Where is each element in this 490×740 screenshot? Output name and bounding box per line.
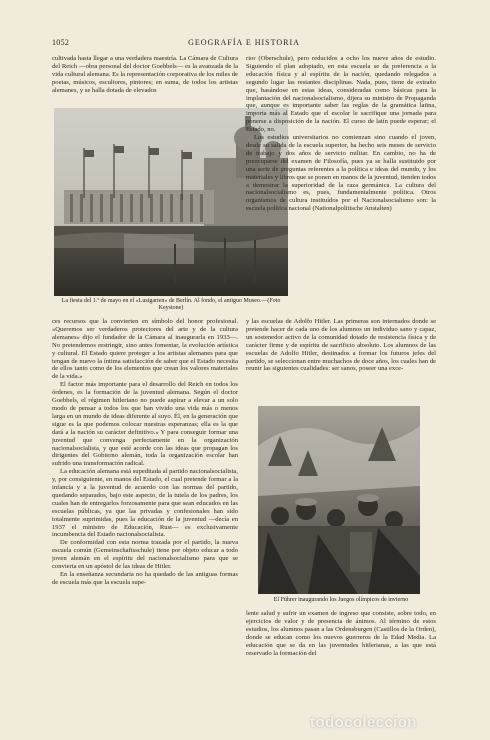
paragraph: De conformidad con esta norma trazada por el partido, la nueva escuela común (Gemeinschaftsschule) tiene por objeto educar a todo joven alemán en el espíritu del nacionalsocialismo para que se convierta en un apóstol de las ideas de Hitler. [52, 539, 238, 571]
right-top-text [246, 55, 436, 313]
paragraph: ces recursos que la convierten en símbolo del honor profesional. «Queremos ser verdaderos protectores del arte y de la cultura alemanes» dijo el fundador de la Cámara al inaugurarla en 1933—. No pretendemos restringir, sino antes fomentar, la evolución artística y cultural. El Estado quiere proteger a los artistas alemanes para que tengan de nuevo la íntima satisfacción de saber que el Estado necesita de ellos tanto como de los elementos que crean los valores materiales de la vida.» [52, 318, 238, 381]
running-title: GEOGRAFÍA E HISTORIA [188, 38, 300, 47]
paragraph: En la enseñanza secundaria no ha quedado de las antiguas formas de escuela más que la escuela supe- [52, 571, 238, 586]
page-header [52, 38, 436, 50]
paragraph: y las escuelas de Adolfo Hitler. Las primeras son internados donde se pretende hacer de cada uno de los alumnos un individuo sano y capaz, un sostenedor activo de la comunidad dotado de resistencia física y de carácter firme y de espíritu de sacrificio absoluto. Los alumnos de las escuelas de Adolfo Hitler, destinados a formar los futuros jefes del partido, se seleccionan entre muchachos de doce años, los cuales han de reunir las siguientes cualidades: ser sanos, poseer una exce- [246, 318, 436, 373]
paragraph: rior (Oberschule), pero reducidos a ocho los nueve años de estudio. Siguiendo el plan adoptado, en esta escuela se da preferencia a la educación física y al espíritu de la nación, quedando relegados a segundo lugar las restantes disciplinas. Nada, pues, tiene de extraño que, basándose en estas ideas, consideradas como básicas para la implantación del nacionalsocialismo, dijera su ministro de Propaganda que, aunque es importante saber las reglas de la gramática latina, importa más al Estado que el escolar le sacrifique una jornada para ponerse a disposición de la nación. El curso de latín puede esperar; el Estado, no. [246, 55, 436, 134]
right-middle-text [246, 318, 436, 398]
photo-winter-olympics-caption: El Führer inaugurando los Juegos olímpicos de invierno [273, 597, 409, 603]
photo-winter-olympics [258, 406, 420, 594]
watermark: todocoleccion [310, 714, 417, 731]
right-bottom-text [246, 610, 436, 724]
photo-lustgarten-caption: La fiesta del 1.º de mayo en el «Lustgarten» de Berlín. Al fondo, el antiguo Museo.—(Foto Keystone) [61, 298, 281, 312]
page-number: 1052 [52, 38, 70, 47]
paragraph: La educación alemana está supeditada al partido nacionalsocialista, y, por consiguiente, en manos del Estado, el cual pretende formar a la infancia y a la juventud de acuerdo con las normas del partido, quedando separados, bajo este aspecto, de la tutela de los padres, los cuales han de entregarlos forzosamente para que sean educados en las escuelas públicas, ya que las privadas y confesionales han sido totalmente suprimidas, pues la educación de la juventud —decía en 1937 el ministro de Educación, Rust— es exclusivamente incumbencia del Estado nacionalsocialista. [52, 468, 238, 539]
paragraph: El factor más importante para el desarrollo del Reich en todos los órdenes, es la formación de la juventud alemana. Según el doctor Goebbels, el régimen hitleriano no puede aspirar a elevar a un solo modo de pensar a todos los que han vivido una vida más o menos larga en un mundo de ideas diferente al suyo. Él, en la generación que sigue es la que podemos colocar nuestras esperanzas; ella es la que dará a la nación su carácter definitivo.» Y para conseguir formar una juventud que convenga perfectamente en la organización nacionalsocialista, y que esté acorde con las ideas que propagan los dirigentes del Gobierno alemán, toda la organización escolar han sufrido una transformación radical. [52, 381, 238, 468]
paragraph: Los estudios universitarios no comienzan sino cuando el joven, desde su salida de la escuela superior, ha hecho seis meses de servicio de trabajo y dos años de servicio militar. En cambio, no ha de preocuparse del examen de Filosofía, pues ya se halla sustituido por una serie de preguntas referentes a la política e ideas del mundo, y los materiales y libros que se ponen en manos de la juventud, tienden todos a demostrar la superioridad de la raza germánica. La cultura del nacionalsocialismo es, pues, fundamentalmente política. Otros organismos de cultura instituídos por el Nacionalsocialismo son: la escuela política nacional (Nationalpolitische Anstalten) [246, 134, 436, 213]
paragraph: lente salud y sufrir un examen de ingreso que consiste, sobre todo, en ejercicios de valor y de presencia de ánimos. Al término de estos estudios, los alumnos pasan a las Ordensburgen (Castillos de la Orden), donde se educan como los nuevos guerreros de la Edad Media. La educación que se da en las juventudes hitlerianas, a las que está reservado la formación del [246, 610, 436, 657]
left-top-text [52, 55, 238, 103]
left-bottom-text [52, 318, 238, 724]
paragraph: cultivada hasta llegar a una verdadera maestría. La Cámara de Cultura del Reich —obra personal del doctor Goebbels— es la avanzada de la vida cultural alemana. Es la representación corporativa de los miles de poetas, músicos, escultores, pintores; en suma, de todos los artistas alemanes, y se halla dotada de elevados [52, 55, 238, 94]
winter-olympics-image [258, 406, 420, 594]
